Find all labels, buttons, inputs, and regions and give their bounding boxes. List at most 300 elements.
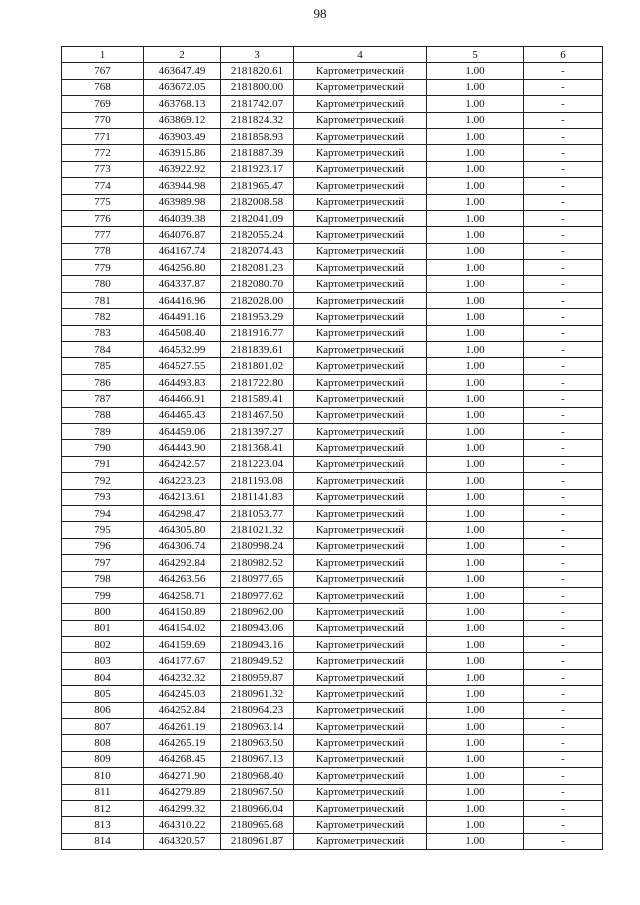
accuracy-cell: 1.00 [427, 210, 524, 226]
accuracy-cell: 1.00 [427, 817, 524, 833]
note-cell: - [524, 407, 603, 423]
accuracy-cell: 1.00 [427, 292, 524, 308]
method-cell: Картометрический [294, 505, 427, 521]
note-cell: - [524, 145, 603, 161]
y-coordinate-cell: 2180949.52 [221, 653, 294, 669]
note-cell: - [524, 260, 603, 276]
method-cell: Картометрический [294, 751, 427, 767]
y-coordinate-cell: 2180963.50 [221, 735, 294, 751]
x-coordinate-cell: 464261.19 [144, 719, 221, 735]
y-coordinate-cell: 2181742.07 [221, 96, 294, 112]
point-number-cell: 770 [62, 112, 144, 128]
accuracy-cell: 1.00 [427, 178, 524, 194]
accuracy-cell: 1.00 [427, 243, 524, 259]
method-cell: Картометрический [294, 391, 427, 407]
table-row [62, 571, 603, 587]
accuracy-cell: 1.00 [427, 489, 524, 505]
y-coordinate-cell: 2181053.77 [221, 505, 294, 521]
point-number-cell: 786 [62, 374, 144, 390]
method-cell: Картометрический [294, 161, 427, 177]
accuracy-cell: 1.00 [427, 374, 524, 390]
method-cell: Картометрический [294, 194, 427, 210]
method-cell: Картометрический [294, 374, 427, 390]
table-row [62, 440, 603, 456]
point-number-cell: 775 [62, 194, 144, 210]
note-cell: - [524, 358, 603, 374]
y-coordinate-cell: 2180998.24 [221, 538, 294, 554]
x-coordinate-cell: 464298.47 [144, 505, 221, 521]
x-coordinate-cell: 464258.71 [144, 587, 221, 603]
point-number-cell: 802 [62, 637, 144, 653]
x-coordinate-cell: 463915.86 [144, 145, 221, 161]
method-cell: Картометрический [294, 686, 427, 702]
accuracy-cell: 1.00 [427, 227, 524, 243]
point-number-cell: 785 [62, 358, 144, 374]
y-coordinate-cell: 2180967.13 [221, 751, 294, 767]
accuracy-cell: 1.00 [427, 587, 524, 603]
x-coordinate-cell: 464306.74 [144, 538, 221, 554]
method-cell: Картометрический [294, 79, 427, 95]
x-coordinate-cell: 464416.96 [144, 292, 221, 308]
x-coordinate-cell: 464223.23 [144, 473, 221, 489]
method-cell: Картометрический [294, 653, 427, 669]
accuracy-cell: 1.00 [427, 63, 524, 79]
accuracy-cell: 1.00 [427, 751, 524, 767]
method-cell: Картометрический [294, 358, 427, 374]
note-cell: - [524, 587, 603, 603]
point-number-cell: 811 [62, 784, 144, 800]
note-cell: - [524, 276, 603, 292]
method-cell: Картометрический [294, 555, 427, 571]
x-coordinate-cell: 464076.87 [144, 227, 221, 243]
note-cell: - [524, 391, 603, 407]
method-cell: Картометрический [294, 604, 427, 620]
accuracy-cell: 1.00 [427, 145, 524, 161]
y-coordinate-cell: 2181368.41 [221, 440, 294, 456]
y-coordinate-cell: 2180977.65 [221, 571, 294, 587]
point-number-cell: 813 [62, 817, 144, 833]
accuracy-cell: 1.00 [427, 522, 524, 538]
x-coordinate-cell: 463903.49 [144, 128, 221, 144]
accuracy-cell: 1.00 [427, 637, 524, 653]
note-cell: - [524, 653, 603, 669]
accuracy-cell: 1.00 [427, 260, 524, 276]
table-row [62, 784, 603, 800]
x-coordinate-cell: 464443.90 [144, 440, 221, 456]
table-row [62, 178, 603, 194]
table-row [62, 587, 603, 603]
accuracy-cell: 1.00 [427, 128, 524, 144]
x-coordinate-cell: 464466.91 [144, 391, 221, 407]
y-coordinate-cell: 2182074.43 [221, 243, 294, 259]
x-coordinate-cell: 464154.02 [144, 620, 221, 636]
y-coordinate-cell: 2181467.50 [221, 407, 294, 423]
method-cell: Картометрический [294, 178, 427, 194]
table-row [62, 63, 603, 79]
table-row [62, 391, 603, 407]
note-cell: - [524, 243, 603, 259]
table-row [62, 637, 603, 653]
note-cell: - [524, 669, 603, 685]
x-coordinate-cell: 463672.05 [144, 79, 221, 95]
y-coordinate-cell: 2181916.77 [221, 325, 294, 341]
table-row [62, 128, 603, 144]
point-number-cell: 779 [62, 260, 144, 276]
y-coordinate-cell: 2181839.61 [221, 342, 294, 358]
column-header-2: 2 [144, 47, 221, 63]
table-row [62, 276, 603, 292]
table-row [62, 309, 603, 325]
point-number-cell: 790 [62, 440, 144, 456]
y-coordinate-cell: 2181965.47 [221, 178, 294, 194]
table-row [62, 112, 603, 128]
method-cell: Картометрический [294, 571, 427, 587]
accuracy-cell: 1.00 [427, 276, 524, 292]
method-cell: Картометрический [294, 342, 427, 358]
method-cell: Картометрический [294, 522, 427, 538]
note-cell: - [524, 473, 603, 489]
method-cell: Картометрический [294, 719, 427, 735]
note-cell: - [524, 751, 603, 767]
note-cell: - [524, 325, 603, 341]
note-cell: - [524, 79, 603, 95]
y-coordinate-cell: 2181397.27 [221, 423, 294, 439]
method-cell: Картометрический [294, 800, 427, 816]
note-cell: - [524, 735, 603, 751]
column-header-3: 3 [221, 47, 294, 63]
method-cell: Картометрический [294, 538, 427, 554]
y-coordinate-cell: 2181800.00 [221, 79, 294, 95]
method-cell: Картометрический [294, 276, 427, 292]
accuracy-cell: 1.00 [427, 669, 524, 685]
y-coordinate-cell: 2181223.04 [221, 456, 294, 472]
accuracy-cell: 1.00 [427, 735, 524, 751]
accuracy-cell: 1.00 [427, 719, 524, 735]
y-coordinate-cell: 2181953.29 [221, 309, 294, 325]
note-cell: - [524, 784, 603, 800]
point-number-cell: 774 [62, 178, 144, 194]
accuracy-cell: 1.00 [427, 505, 524, 521]
x-coordinate-cell: 464532.99 [144, 342, 221, 358]
x-coordinate-cell: 464527.55 [144, 358, 221, 374]
point-number-cell: 784 [62, 342, 144, 358]
point-number-cell: 776 [62, 210, 144, 226]
note-cell: - [524, 833, 603, 849]
y-coordinate-cell: 2180967.50 [221, 784, 294, 800]
page-number: 98 [313, 6, 327, 21]
method-cell: Картометрический [294, 473, 427, 489]
note-cell: - [524, 128, 603, 144]
y-coordinate-cell: 2182028.00 [221, 292, 294, 308]
accuracy-cell: 1.00 [427, 391, 524, 407]
accuracy-cell: 1.00 [427, 653, 524, 669]
table-row [62, 407, 603, 423]
x-coordinate-cell: 464508.40 [144, 325, 221, 341]
x-coordinate-cell: 464320.57 [144, 833, 221, 849]
table-row [62, 522, 603, 538]
method-cell: Картометрический [294, 407, 427, 423]
point-number-cell: 809 [62, 751, 144, 767]
table-row [62, 686, 603, 702]
table-row [62, 620, 603, 636]
point-number-cell: 804 [62, 669, 144, 685]
x-coordinate-cell: 464299.32 [144, 800, 221, 816]
accuracy-cell: 1.00 [427, 833, 524, 849]
x-coordinate-cell: 464242.57 [144, 456, 221, 472]
x-coordinate-cell: 463869.12 [144, 112, 221, 128]
method-cell: Картометрический [294, 325, 427, 341]
x-coordinate-cell: 464177.67 [144, 653, 221, 669]
accuracy-cell: 1.00 [427, 456, 524, 472]
x-coordinate-cell: 463647.49 [144, 63, 221, 79]
x-coordinate-cell: 463944.98 [144, 178, 221, 194]
note-cell: - [524, 686, 603, 702]
note-cell: - [524, 571, 603, 587]
point-number-cell: 807 [62, 719, 144, 735]
x-coordinate-cell: 464265.19 [144, 735, 221, 751]
x-coordinate-cell: 464337.87 [144, 276, 221, 292]
y-coordinate-cell: 2180982.52 [221, 555, 294, 571]
note-cell: - [524, 178, 603, 194]
note-cell: - [524, 227, 603, 243]
point-number-cell: 800 [62, 604, 144, 620]
method-cell: Картометрический [294, 96, 427, 112]
x-coordinate-cell: 464159.69 [144, 637, 221, 653]
point-number-cell: 812 [62, 800, 144, 816]
point-number-cell: 768 [62, 79, 144, 95]
table-row [62, 260, 603, 276]
y-coordinate-cell: 2182055.24 [221, 227, 294, 243]
x-coordinate-cell: 464310.22 [144, 817, 221, 833]
method-cell: Картометрический [294, 128, 427, 144]
method-cell: Картометрический [294, 292, 427, 308]
point-number-cell: 788 [62, 407, 144, 423]
point-number-cell: 771 [62, 128, 144, 144]
table-row [62, 817, 603, 833]
method-cell: Картометрический [294, 637, 427, 653]
note-cell: - [524, 96, 603, 112]
point-number-cell: 780 [62, 276, 144, 292]
accuracy-cell: 1.00 [427, 96, 524, 112]
table-body [62, 63, 603, 850]
table-row [62, 604, 603, 620]
accuracy-cell: 1.00 [427, 784, 524, 800]
table-row [62, 669, 603, 685]
table-header-row [62, 47, 603, 63]
table-row [62, 325, 603, 341]
y-coordinate-cell: 2180964.23 [221, 702, 294, 718]
point-number-cell: 783 [62, 325, 144, 341]
point-number-cell: 793 [62, 489, 144, 505]
y-coordinate-cell: 2181923.17 [221, 161, 294, 177]
accuracy-cell: 1.00 [427, 407, 524, 423]
x-coordinate-cell: 463922.92 [144, 161, 221, 177]
y-coordinate-cell: 2181722.80 [221, 374, 294, 390]
y-coordinate-cell: 2182081.23 [221, 260, 294, 276]
point-number-cell: 808 [62, 735, 144, 751]
table-row [62, 505, 603, 521]
table-row [62, 735, 603, 751]
point-number-cell: 778 [62, 243, 144, 259]
table-row [62, 243, 603, 259]
column-header-1: 1 [62, 47, 144, 63]
y-coordinate-cell: 2180965.68 [221, 817, 294, 833]
method-cell: Картометрический [294, 440, 427, 456]
point-number-cell: 814 [62, 833, 144, 849]
note-cell: - [524, 489, 603, 505]
method-cell: Картометрический [294, 227, 427, 243]
point-number-cell: 810 [62, 768, 144, 784]
y-coordinate-cell: 2180961.32 [221, 686, 294, 702]
method-cell: Картометрический [294, 145, 427, 161]
x-coordinate-cell: 464305.80 [144, 522, 221, 538]
y-coordinate-cell: 2181021.32 [221, 522, 294, 538]
x-coordinate-cell: 464232.32 [144, 669, 221, 685]
accuracy-cell: 1.00 [427, 112, 524, 128]
table-row [62, 145, 603, 161]
point-number-cell: 787 [62, 391, 144, 407]
accuracy-cell: 1.00 [427, 440, 524, 456]
point-number-cell: 794 [62, 505, 144, 521]
point-number-cell: 801 [62, 620, 144, 636]
y-coordinate-cell: 2180961.87 [221, 833, 294, 849]
accuracy-cell: 1.00 [427, 571, 524, 587]
x-coordinate-cell: 464271.90 [144, 768, 221, 784]
point-number-cell: 777 [62, 227, 144, 243]
y-coordinate-cell: 2181858.93 [221, 128, 294, 144]
y-coordinate-cell: 2181193.08 [221, 473, 294, 489]
x-coordinate-cell: 464039.38 [144, 210, 221, 226]
accuracy-cell: 1.00 [427, 686, 524, 702]
x-coordinate-cell: 464268.45 [144, 751, 221, 767]
note-cell: - [524, 342, 603, 358]
method-cell: Картометрический [294, 735, 427, 751]
table-row [62, 702, 603, 718]
method-cell: Картометрический [294, 112, 427, 128]
y-coordinate-cell: 2180943.16 [221, 637, 294, 653]
method-cell: Картометрический [294, 669, 427, 685]
note-cell: - [524, 604, 603, 620]
table-row [62, 489, 603, 505]
note-cell: - [524, 637, 603, 653]
accuracy-cell: 1.00 [427, 309, 524, 325]
point-number-cell: 797 [62, 555, 144, 571]
note-cell: - [524, 210, 603, 226]
point-number-cell: 806 [62, 702, 144, 718]
x-coordinate-cell: 464213.61 [144, 489, 221, 505]
y-coordinate-cell: 2182008.58 [221, 194, 294, 210]
x-coordinate-cell: 464263.56 [144, 571, 221, 587]
column-header-5: 5 [427, 47, 524, 63]
note-cell: - [524, 800, 603, 816]
table-row [62, 194, 603, 210]
point-number-cell: 805 [62, 686, 144, 702]
y-coordinate-cell: 2180966.04 [221, 800, 294, 816]
x-coordinate-cell: 464256.80 [144, 260, 221, 276]
method-cell: Картометрический [294, 456, 427, 472]
note-cell: - [524, 423, 603, 439]
accuracy-cell: 1.00 [427, 800, 524, 816]
y-coordinate-cell: 2180963.14 [221, 719, 294, 735]
note-cell: - [524, 538, 603, 554]
method-cell: Картометрический [294, 620, 427, 636]
note-cell: - [524, 309, 603, 325]
y-coordinate-cell: 2180943.06 [221, 620, 294, 636]
y-coordinate-cell: 2181589.41 [221, 391, 294, 407]
x-coordinate-cell: 464245.03 [144, 686, 221, 702]
note-cell: - [524, 374, 603, 390]
y-coordinate-cell: 2182041.09 [221, 210, 294, 226]
table-row [62, 292, 603, 308]
method-cell: Картометрический [294, 768, 427, 784]
point-number-cell: 798 [62, 571, 144, 587]
accuracy-cell: 1.00 [427, 604, 524, 620]
point-number-cell: 789 [62, 423, 144, 439]
accuracy-cell: 1.00 [427, 620, 524, 636]
table-row [62, 342, 603, 358]
point-number-cell: 791 [62, 456, 144, 472]
table-row [62, 833, 603, 849]
accuracy-cell: 1.00 [427, 555, 524, 571]
point-number-cell: 795 [62, 522, 144, 538]
table-row [62, 227, 603, 243]
table-row [62, 473, 603, 489]
method-cell: Картометрический [294, 489, 427, 505]
column-header-4: 4 [294, 47, 427, 63]
accuracy-cell: 1.00 [427, 342, 524, 358]
point-number-cell: 799 [62, 587, 144, 603]
y-coordinate-cell: 2181141.83 [221, 489, 294, 505]
method-cell: Картометрический [294, 243, 427, 259]
table-row [62, 555, 603, 571]
note-cell: - [524, 768, 603, 784]
accuracy-cell: 1.00 [427, 161, 524, 177]
y-coordinate-cell: 2180962.00 [221, 604, 294, 620]
point-number-cell: 796 [62, 538, 144, 554]
table-row [62, 768, 603, 784]
y-coordinate-cell: 2182080.70 [221, 276, 294, 292]
method-cell: Картометрический [294, 423, 427, 439]
x-coordinate-cell: 464459.06 [144, 423, 221, 439]
table-row [62, 210, 603, 226]
table-row [62, 423, 603, 439]
method-cell: Картометрический [294, 63, 427, 79]
y-coordinate-cell: 2181887.39 [221, 145, 294, 161]
y-coordinate-cell: 2181824.32 [221, 112, 294, 128]
table-row [62, 358, 603, 374]
point-number-cell: 792 [62, 473, 144, 489]
x-coordinate-cell: 464491.16 [144, 309, 221, 325]
method-cell: Картометрический [294, 702, 427, 718]
accuracy-cell: 1.00 [427, 538, 524, 554]
table-row [62, 161, 603, 177]
point-number-cell: 767 [62, 63, 144, 79]
x-coordinate-cell: 464150.89 [144, 604, 221, 620]
table-row [62, 751, 603, 767]
note-cell: - [524, 620, 603, 636]
y-coordinate-cell: 2181801.02 [221, 358, 294, 374]
accuracy-cell: 1.00 [427, 768, 524, 784]
accuracy-cell: 1.00 [427, 325, 524, 341]
accuracy-cell: 1.00 [427, 194, 524, 210]
method-cell: Картометрический [294, 587, 427, 603]
table-row [62, 719, 603, 735]
note-cell: - [524, 63, 603, 79]
accuracy-cell: 1.00 [427, 423, 524, 439]
x-coordinate-cell: 464493.83 [144, 374, 221, 390]
point-number-cell: 782 [62, 309, 144, 325]
note-cell: - [524, 817, 603, 833]
